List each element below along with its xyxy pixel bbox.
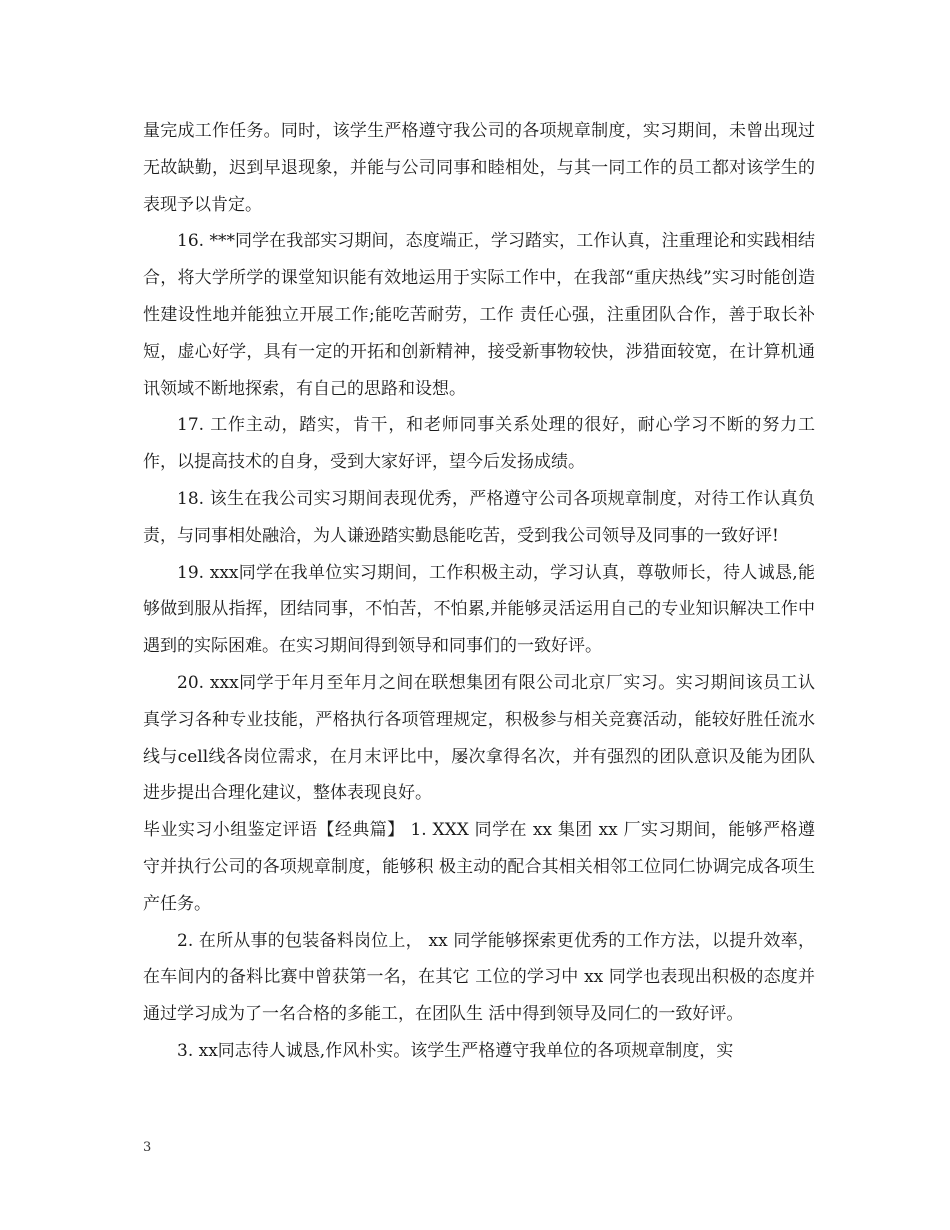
paragraph-section-heading: 毕业实习小组鉴定评语【经典篇】 1. XXX 同学在 xx 集团 xx 厂实习期间，能够严格遵守并执行公司的各项规章制度，能够积 极主动的配合其相关相邻工位同仁协调完成各项生产任务。 [143,820,815,914]
page-number: 3 [143,1140,152,1155]
paragraph-item-16: 16. ***同学在我部实习期间，态度端正，学习踏实，工作认真，注重理论和实践相结合，将大学所学的课堂知识能有效地运用于实际工作中，在我部“重庆热线”实习时能创造性建设性地并能独立开展工作;能吃苦耐劳，工作 责任心强，注重团队合作，善于取长补短，虚心好学，具有一定的开拓和创新精神，接受新事物较快，涉猎面较宽，在计算机通讯领域不断地探索，有自己的思路和设想。 [143,231,815,399]
paragraph-item-19: 19. xxx同学在我单位实习期间，工作积极主动，学习认真，尊敬师长，待人诚恳,能够做到服从指挥，团结同事，不怕苦，不怕累,并能够灵活运用自己的专业知识解决工作中遇到的实际困难。在实习期间得到领导和同事们的一致好评。 [143,562,815,657]
paragraph-item-2: 2. 在所从事的包装备料岗位上， xx 同学能够探索更优秀的工作方法，以提升效率，在车间内的备料比赛中曾获第一名，在其它 工位的学习中 xx 同学也表现出积极的态度并通过学习成为了一名合格的多能工，在团队生 活中得到领导及同仁的一致好评。 [143,930,815,1025]
paragraph-item-3: 3. xx同志待人诚恳,作风朴实。该学生严格遵守我单位的各项规章制度，实 [177,1040,734,1061]
paragraph-item-18: 18. 该生在我公司实习期间表现优秀，严格遵守公司各项规章制度，对待工作认真负责，与同事相处融洽，为人谦逊踏实勤恳能吃苦，受到我公司领导及同事的一致好评! [143,488,815,546]
paragraph-continuation: 量完成工作任务。同时，该学生严格遵守我公司的各项规章制度，实习期间，未曾出现过无故缺勤，迟到早退现象，并能与公司同事和睦相处，与其一同工作的员工都对该学生的表现予以肯定。 [143,121,815,215]
document-body [143,113,815,1070]
paragraph-item-20: 20. xxx同学于年月至年月之间在联想集团有限公司北京厂实习。实习期间该员工认真学习各种专业技能，严格执行各项管理规定，积极参与相关竞赛活动，能较好胜任流水线与cell线各岗位需求，在月末评比中，屡次拿得名次，并有强烈的团队意识及能为团队进步提出合理化建议，整体表现良好。 [143,672,815,804]
paragraph-item-17: 17. 工作主动，踏实，肯干，和老师同事关系处理的很好，耐心学习不断的努力工作，以提高技术的自身，受到大家好评，望今后发扬成绩。 [143,415,815,473]
